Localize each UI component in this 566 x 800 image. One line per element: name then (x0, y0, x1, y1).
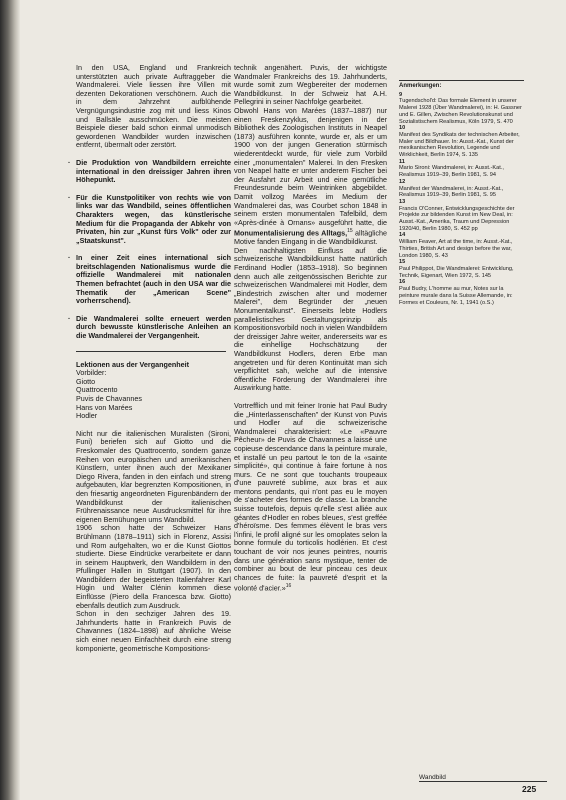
list-item: Puvis de Chavannes (76, 394, 142, 403)
footnotes-column (399, 80, 524, 306)
note-text: William Feaver, Art at the time, in: Ausst.-Kat., Thirties, British Art and design before the war, London 1980, S. 43 (399, 239, 513, 259)
footer-rule (419, 781, 547, 782)
note-number: 10 (399, 125, 406, 132)
section-heading: Lektionen aus der Vergangenheit (76, 359, 190, 369)
note-text: Francis O'Conner, Entwicklungsgeschichte der Projekte zur bildenden Kunst im New Deal, in: Ausst.-Kat., Amerika, Traum und Depression 1920/40, Berlin 1980, S. 452 pp (399, 205, 515, 232)
text-column-1 (76, 64, 231, 653)
note (399, 279, 524, 306)
notes-divider (399, 80, 524, 81)
book-spine-shadow (0, 0, 20, 800)
note-text: Tugendschol'd: Das formale Element in unserer Malerei 1928 (Über Wandmalerei), in: H. Gassner und E. Gillen, Zwischen Revolutionskunst und Sozialistischem Realismus, Köln 1979, S. 470 (399, 98, 522, 125)
note-number: 11 (399, 158, 405, 165)
bullet-point: · Die Produktion von Wandbildern erreichte international in den dreissiger Jahren ihren Höhepunkt. (76, 159, 231, 185)
list-item: Giotto (76, 376, 96, 386)
notes-heading: Anmerkungen: (399, 83, 442, 89)
note (399, 92, 524, 126)
note-number: 12 (399, 178, 406, 185)
note-number: 14 (399, 232, 406, 239)
text-column-2 (234, 64, 387, 593)
note (399, 259, 524, 279)
paragraph (234, 107, 387, 247)
page-number: 225 (522, 784, 537, 794)
bullet-point: · Für die Kunstpolitiker von rechts wie von links war das Wandbild, seines öffentlichen Charakters wegen, das künstlerische Medium für die Propaganda der Abkehr von Privaten, hin zur „Kunst fürs Volk" oder zur „Staatskunst". (76, 194, 231, 246)
paragraph (234, 402, 387, 593)
note-number: 15 (399, 259, 406, 266)
list-item: Quattrocento (76, 385, 118, 395)
paragraph: Nicht nur die italienischen Muralisten (Sironi, Funi) beriefen sich auf Giotto und die Freskomaler des Quattrocento, sondern ganze Reihen von europäischen und amerikanischen Künstlern, unter ihnen auch der Mexikaner Diego Rivera, fanden in den einfach und streng aufgebauten, klar begrenzten Kompositionen, in den friesartig angeordneten Figurenbändern der Wandbildkunst der italienischen Frührenaissance neue Ausdrucksmittel für ihre eigenen Bemühungen ums Wandbild. (76, 428, 231, 524)
paragraph-text: Vortrefflich und mit feiner Ironie hat Paul Budry die „Hinterlassenschaften" der Kunst von Puvis und Hodler auf die schweizerische Wandmalerei charakterisiert: «Le «Pauvre Pêcheur» de Puvis de Chavannes a laissé une copieuse descendance dans la peinture murale, et installé un peu partout le ton de la «sainte simplicité», qui continue à faire fortune à nos murs. Ce ne sont que touchants troupeaux d'une pauvreté sublime, aux bras et aux mentons pendants, qui n'ont pas eu le moyen de s'acheter des formes de classe. La branche suisse toutefois, depuis qu'elle s'est alliée aux géantes d'Hodler en robes bleues, s'est greffée d'héroïsme. Des femmes élèvent le bras vers l'infini, le profil aligné sur les omoplates selon la bonne formule du torticolis hodlérien. Et c'est touchant de voir nos jeunes peintres, nourris dans une génération sans mystique, tenter de combiner au bout de leur pinceau ces deux chances de fuite: la pauvreté d'esprit et la volonté d'acier.» (234, 400, 387, 593)
note (399, 179, 524, 199)
note (399, 199, 524, 233)
note-text: Paul Philippot, Die Wandmalerei: Entwicklung, Technik, Eigenart, Wien 1972, S. 145 (399, 265, 514, 279)
note (399, 125, 524, 159)
footnote-ref: 16 (285, 583, 292, 590)
section-divider (76, 351, 226, 352)
running-footer: Wandbild (419, 774, 446, 781)
paragraph: Den nachhaltigsten Einfluss auf die schweizerische Wandbildkunst hatte natürlich Ferdinand Hodler (1853–1918). So beginnen denn auch alle zeitgenössischen Berichte zur schweizerischen Wandmalerei mit Hodler, dem „Bindestrich zwischen alter und moderner Malerei", dem Begründer der „neuen Monumentalkunst". Einerseits lebte Hodlers parallelistisches Gestaltungsprinzip als Kompositionsvorbild noch in vielen Wandbildern der dreissiger Jahre weiter, andererseits war es die einhellige Hochschätzung der Wandbildkunst Hodlers, deren Erbe man angetreten und für deren Kontinuität man sich verpflichtet sah, welche auf die intensive öffentliche Förderung der Wandmalerei ihre Auswirkung hatte. (234, 245, 387, 393)
note-number: 9 (399, 91, 403, 98)
paragraph-text: alltägliche Motive fanden Eingang in die Wandbildkunst. (234, 228, 387, 247)
paragraph-text: Obwohl Hans von Marées (1837–1887) nur einen Freskenzyklus, denjenigen in der Bibliothek des Zoologischen Instituts in Neapel (1873) ausführen konnte, wurde er, als er um 1900 von der jungen Generation stürmisch wiederentdeckt wurde, für viele zum Vorbild einer „monumentalen" Malerei. In den Fresken von Neapel hatte er unter anderem Fischer bei der Ausfahrt zur Arbeit und eine gemütliche Freundesrunde beim Weintrinken abgebildet. Damit vollzog Marées im Medium der Wandmalerei das, was Courbet schon 1848 in seinem ersten monumentalen Tafelbild, dem «Après-dinée à Ornans» ausgeführt hatte, die (234, 105, 387, 227)
note (399, 232, 524, 259)
note-text: Manifest des Syndikats der technischen Arbeiter, Maler und Bildhauer. In: Ausst.-Kat., Kunst der mexikanischen Revolution, Legende und Wirklichkeit, Berlin 1974, S. 135 (399, 131, 520, 159)
paragraph: 1906 schon hatte der Schweizer Hans Brühlmann (1878–1911) sich in Florenz, Assisi und Rom aufgehalten, wo er die Kunst Giottos studierte. Diese Eindrücke verarbeitete er dann in seinem Hauptwerk, den Wandbildern in den Pfullinger Hallen in Stuttgart (1907). In den Wandbildern der begeisterten Italienfahrer Karl Hügin und Walter Clénin kommen diese Einflüsse (Piero della Francesca bzw. Giotto) ebenfalls deutlich zum Ausdruck. (76, 523, 231, 610)
list-item: Hodler (76, 411, 98, 421)
list-item: Vorbilder: (76, 368, 107, 378)
footnote-ref: 15 (347, 228, 353, 235)
note-number: 13 (399, 198, 406, 205)
note-text: Mario Sironi: Wandmalerei, in: Ausst.-Kat., Realismus 1919–39, Berlin 1981, S. 94 (399, 165, 504, 179)
list-item: Hans von Marées (76, 402, 133, 412)
note-number: 16 (399, 279, 406, 286)
note (399, 159, 524, 179)
note-text: Manifest der Wandmalerei, in: Ausst.-Kat., Realismus 1919–39, Berlin 1981, S. 95 (399, 185, 504, 199)
paragraph: In den USA, England und Frankreich unterstützten auch private Auftraggeber die Wandmalerei. Viele liessen ihre Villen mit dezenten Dekorationen verschönern. Auch die in dem Jahrzehnt aufblühende Vergnügungsindustrie zog mit und liess Kinos und Ballsäle ausschmücken. Die meisten Beispiele dieser bald schon einmal unmodisch gewordenen Wandbilder wurden inzwischen entfernt, übermalt oder zerstört. (76, 63, 231, 150)
paragraph: technik angenähert. Puvis, der wichtigste Wandmaler Frankreichs des 19. Jahrhunderts, wurde somit zum Wegbereiter der modernen Wandbildkunst. In der Schweiz hat A.H. Pellegrini in seiner Nachfolge gearbeitet. (234, 63, 387, 107)
emphasis-text: Monumentalisierung des Alltags, (234, 228, 348, 238)
paragraph: Schon in den sechziger Jahren des 19. Jahrhunderts hatte in Frankreich Puvis de Chavannes (1824–1898) auf ähnliche Weise sich einer neuen Einfachheit durch eine streng komponierte, geometrische Kompositions- (76, 609, 231, 653)
bullet-point: · In einer Zeit eines international sich breitschlagenden Nationalismus wurde die offizielle Wandmalerei mit nationalen Themen befrachtet (auch in den USA war die Thematik der „American Scene" vorherrschend). (76, 254, 231, 306)
note-text: Paul Budry, L'homme au mur, Notes sur la peinture murale dans la Suisse Allemande, in: Formes et Couleurs, Nr. 1, 1941 (o.S.) (399, 286, 513, 306)
bullet-point: · Die Wandmalerei sollte erneuert werden durch bewusste künstlerische Anleihen an die Wandmalerei der Vergangenheit. (76, 315, 231, 341)
